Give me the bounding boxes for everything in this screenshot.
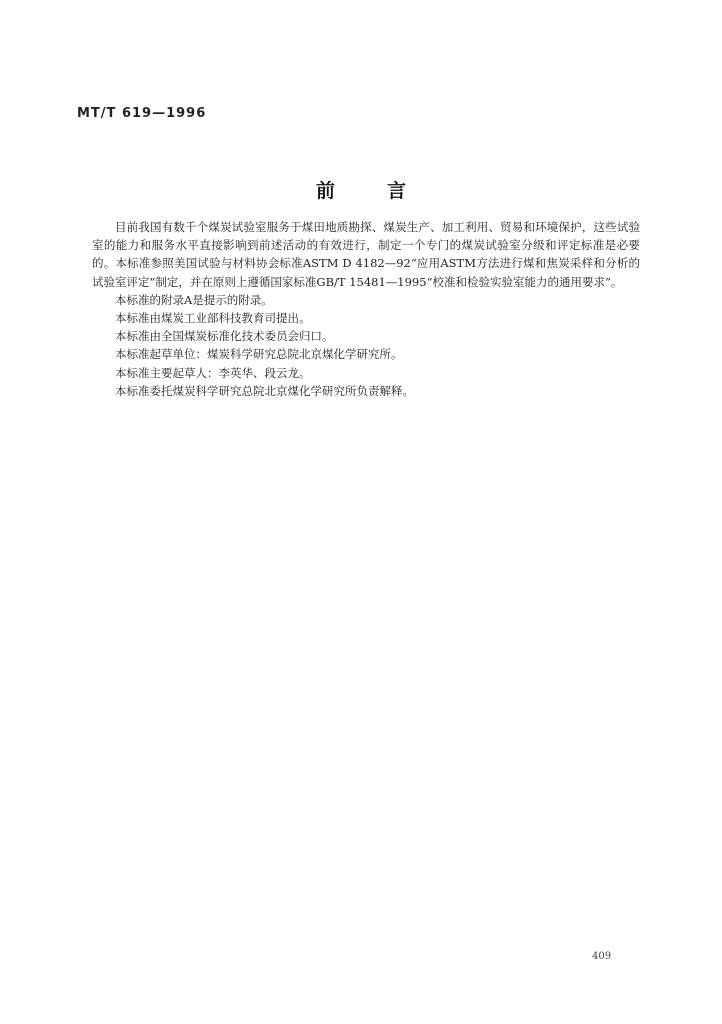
preface-paragraph-interpretation: 本标准委托煤炭科学研究总院北京煤化学研究所负责解释。	[115, 383, 414, 398]
page-number: 409	[592, 951, 612, 962]
standard-code: MT/T 619—1996	[77, 106, 207, 121]
page-title: 前言	[315, 180, 458, 202]
preface-paragraph-committee: 本标准由全国煤炭标准化技术委员会归口。	[115, 329, 334, 344]
preface-body	[92, 218, 640, 400]
preface-paragraph-drafting-unit: 本标准起草单位：煤炭科学研究总院北京煤化学研究所。	[115, 347, 403, 362]
preface-paragraph-appendix: 本标准的附录A是提示的附录。	[115, 292, 273, 307]
preface-paragraph-proposer: 本标准由煤炭工业部科技教育司提出。	[115, 311, 311, 326]
preface-paragraph-drafters: 本标准主要起草人：李英华、段云龙。	[115, 365, 311, 380]
preface-paragraph-intro: 目前我国有数千个煤炭试验室服务于煤田地质勘探、煤炭生产、加工利用、贸易和环境保护，这些试验室的能力和服务水平直接影响到前述活动的有效进行，制定一个专门的煤炭试验室分级和评定标准是必要的。本标准参照美国试验与材料协会标准ASTM D 4182—92“应用ASTM方法进行煤和焦炭采样和分析的试验室评定”制定，并在原则上遵循国家标准GB/T 15481—1995“校准和检验实验室能力的通用要求”。	[92, 220, 640, 289]
